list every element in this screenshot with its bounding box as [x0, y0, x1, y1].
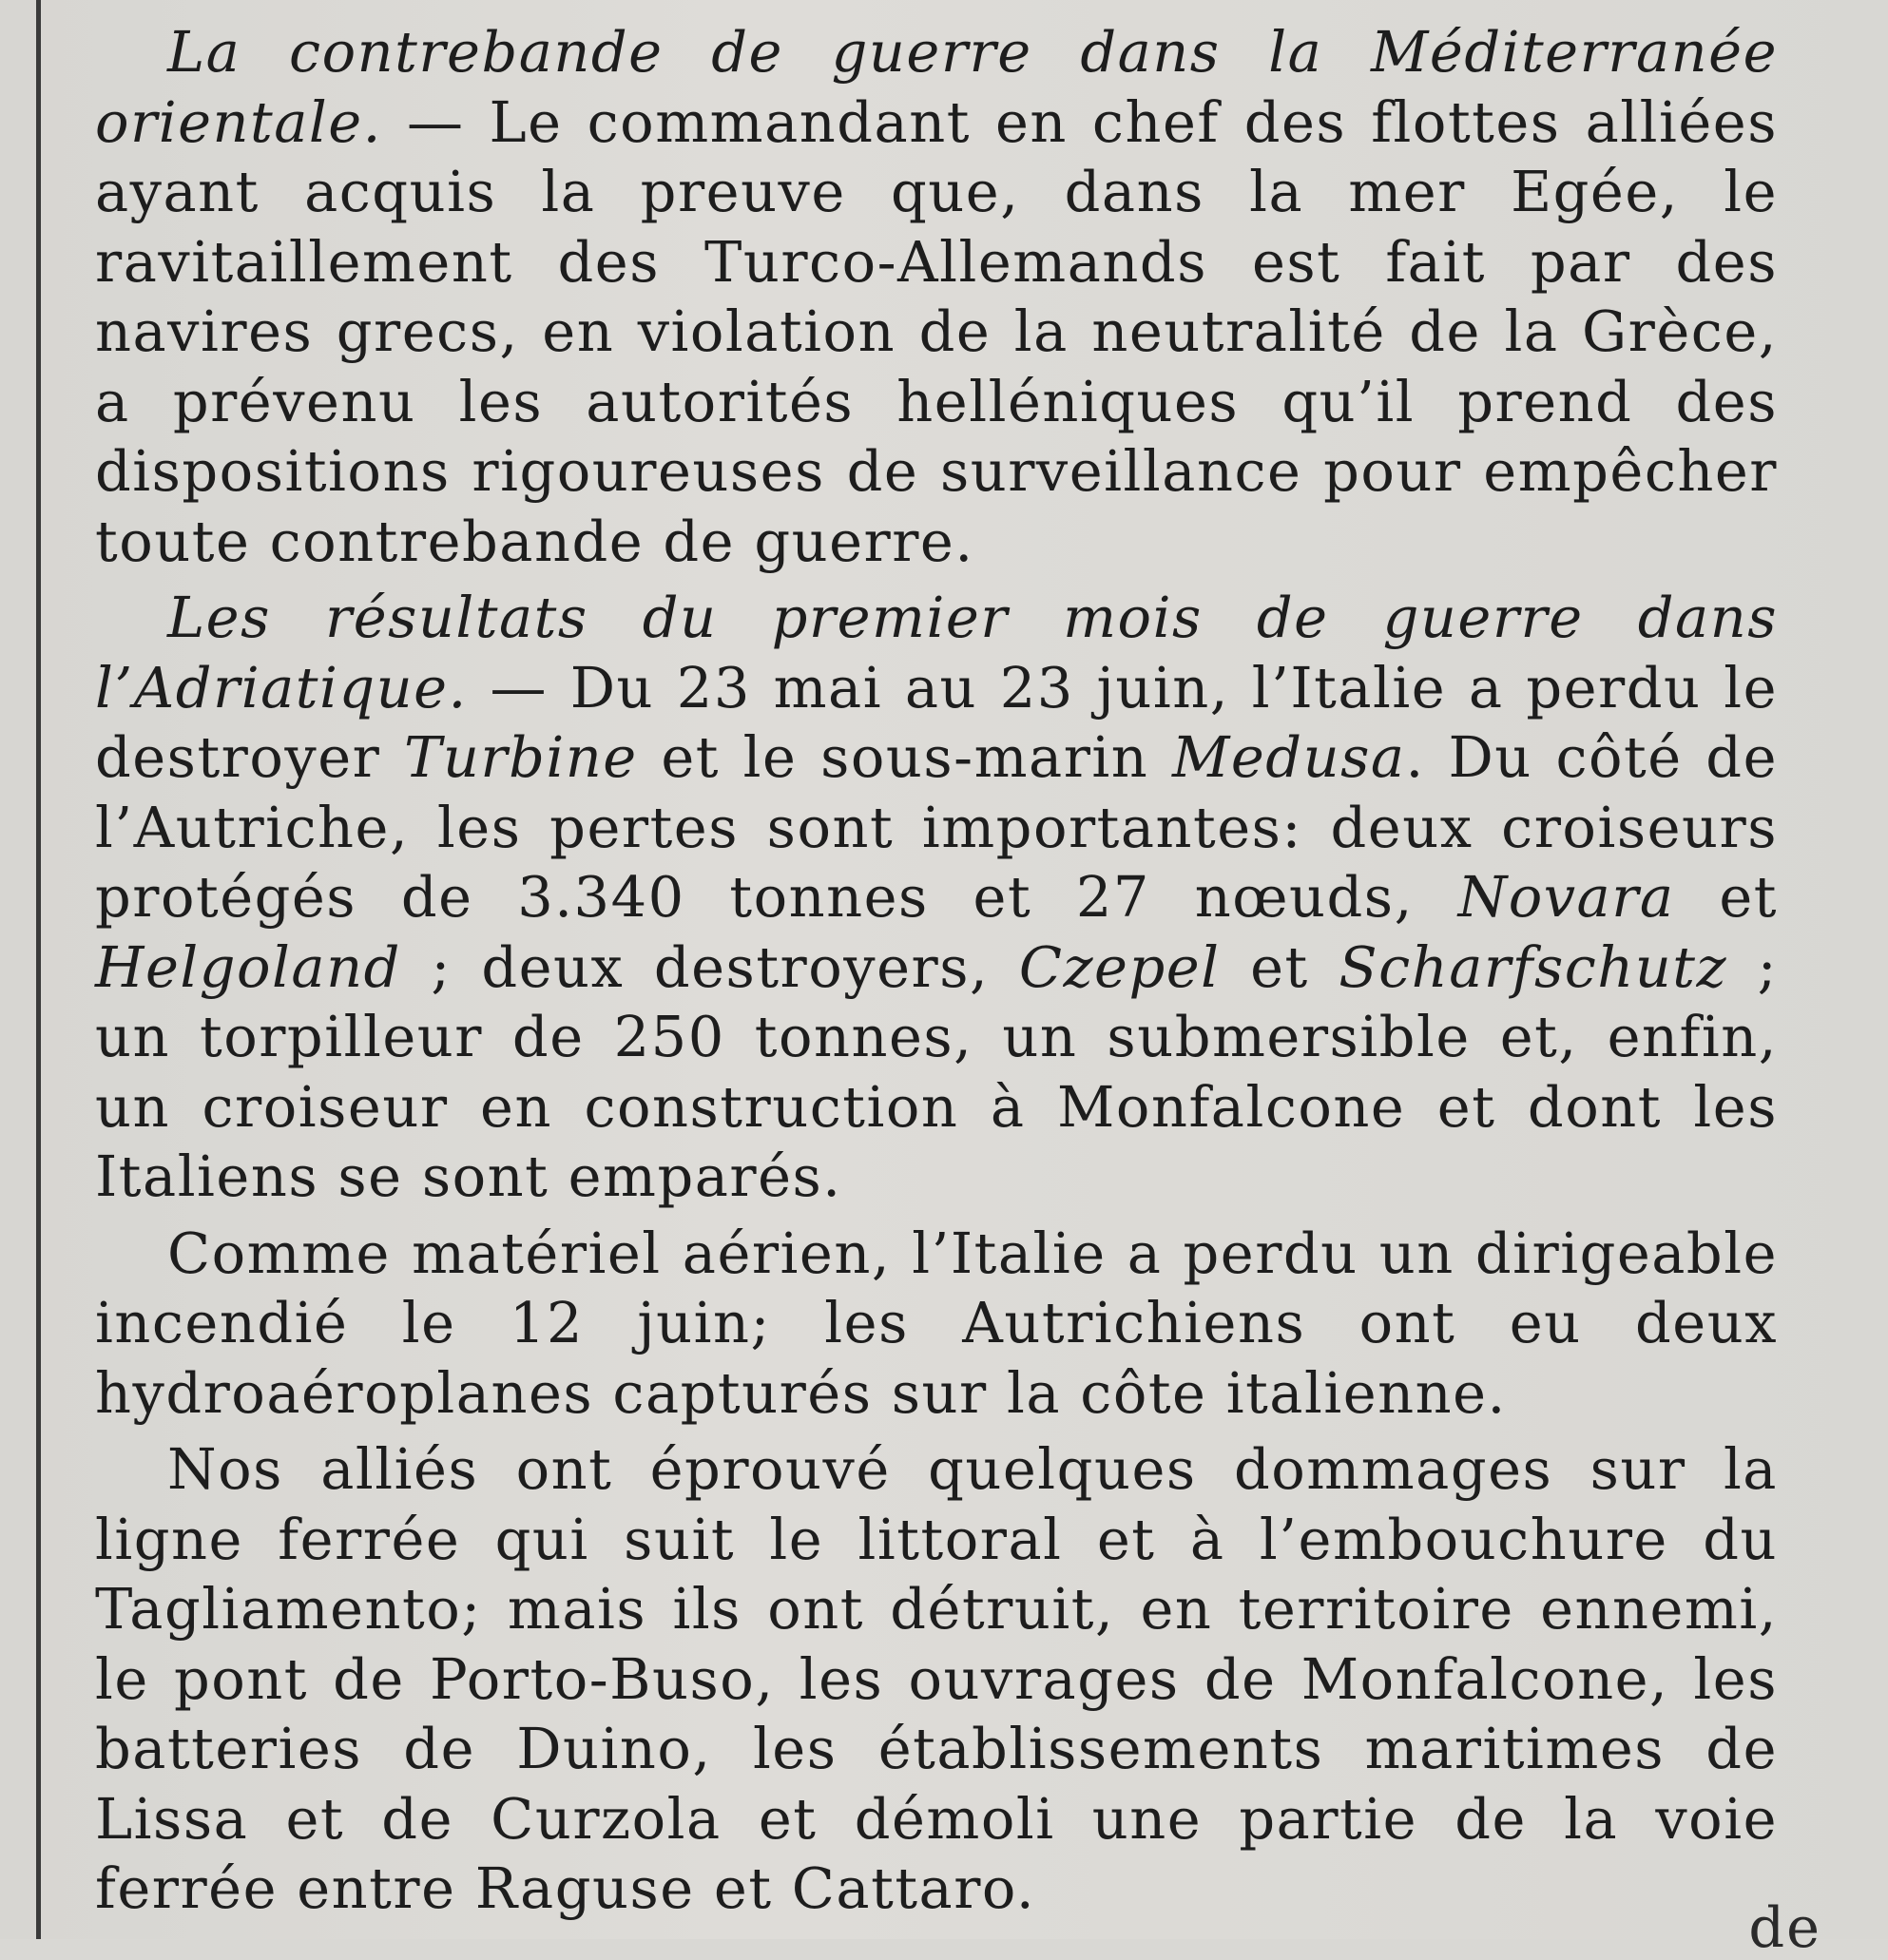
text-column [95, 17, 1778, 1924]
body-adriatique-part-4: et [1674, 864, 1778, 930]
paragraph-adriatique [95, 583, 1778, 1212]
paragraph-materiel-aerien: Comme matériel aérien, l’Italie a perdu un dirigeable incendié le 12 juin; les Autrichiens ont eu deux hydroaéroplanes capturés sur la côte italienne. [95, 1220, 1778, 1426]
ship-name-novara: Novara [1457, 864, 1675, 930]
body-adriatique-part-2: et le sous-marin [637, 724, 1172, 790]
heading-adriatique: Les résultats du premier mois de guerre dans l’Adriatique. [95, 585, 1778, 721]
ship-name-medusa: Medusa [1171, 724, 1406, 790]
left-column-rule [36, 0, 41, 1939]
body-adriatique-part-1: — Du 23 mai au 23 juin, l’Italie a perdu le destroyer [95, 654, 1778, 790]
heading-contrebande: La contrebande de guerre dans la Méditerranée orientale. [95, 19, 1778, 155]
paragraph-contrebande [95, 17, 1778, 576]
body-contrebande: — Le commandant en chef des flottes alliées ayant acquis la preuve que, dans la mer Egée, le ravitaillement des Turco-Allemands est fait par des navires grecs, en violation de la neutralité de la Grèce, a prévenu les autorités helléniques qu’il prend des dispositions rigoureuses de surveillance pour empêcher toute contrebande de guerre. [95, 88, 1778, 574]
cut-off-text-fragment: de [1748, 1894, 1821, 1960]
body-adriatique-part-5: ; deux destroyers, [400, 933, 1019, 1000]
ship-name-czepel: Czepel [1018, 933, 1221, 1000]
ship-name-helgoland: Helgoland [95, 933, 401, 1000]
body-adriatique-part-3: . Du côté de l’Autriche, les pertes sont importantes: deux croiseurs protégés de 3.340 tonnes et 27 nœuds, [95, 724, 1778, 930]
paragraph-dommages: Nos alliés ont éprouvé quelques dommages sur la ligne ferrée qui suit le littoral et à l’embouchure du Tagliamento; mais ils ont détruit, en territoire ennemi, le pont de Porto-Buso, les ouvrages de Monfalcone, les batteries de Duino, les établissements maritimes de Lissa et de Curzola et démoli une partie de la voie ferrée entre Raguse et Cattaro. [95, 1436, 1778, 1921]
ship-name-turbine: Turbine [404, 724, 638, 790]
body-adriatique-part-7: ; un torpilleur de 250 tonnes, un submersible et, enfin, un croiseur en construction à Monfalcone et dont les Italiens se sont emparés. [95, 933, 1779, 1209]
ship-name-scharfschutz: Scharfschutz [1339, 933, 1728, 1000]
body-adriatique-part-6: et [1220, 933, 1339, 1000]
